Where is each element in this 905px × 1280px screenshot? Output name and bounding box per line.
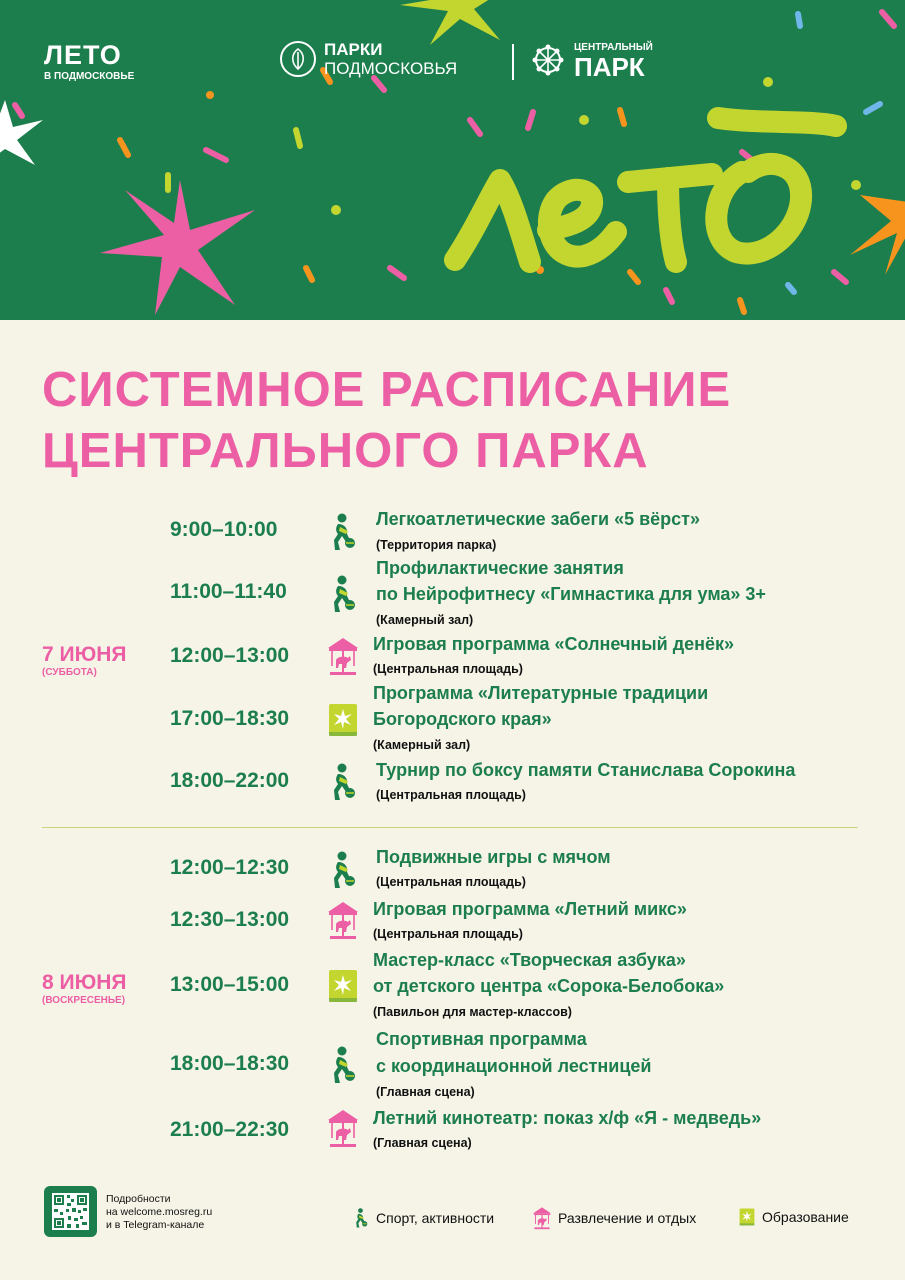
legend-item-education (738, 1206, 849, 1228)
day-label (42, 971, 127, 1007)
event-location: (Центральная площадь) (373, 927, 523, 941)
event-location: (Камерный зал) (373, 738, 471, 752)
legend-label: Развлечение и отдых (558, 1210, 697, 1226)
event-title-line2: Богородского края» (373, 709, 552, 729)
event-title: Игровая программа «Солнечный денёк» (373, 634, 735, 654)
details-line: и в Telegram-канале (106, 1219, 205, 1231)
event-time: 9:00–10:00 (170, 518, 278, 541)
day-weekday: (ВОСКРЕСЕНЬЕ) (42, 995, 126, 1006)
legend-item-entertainment (532, 1206, 696, 1230)
sport-icon (326, 762, 360, 802)
details-text (106, 1193, 212, 1232)
event-location: (Центральная площадь) (376, 875, 526, 889)
header-banner (0, 0, 905, 320)
lime-star-top (400, 0, 520, 45)
carousel-icon (326, 636, 360, 676)
event-location: (Центральная площадь) (373, 662, 523, 676)
event-title: Игровая программа «Летний микс» (373, 899, 687, 919)
carousel-icon (326, 1108, 360, 1148)
day-date: 7 ИЮНЯ (42, 643, 127, 666)
title-line-1: СИСТЕМНОЕ РАСПИСАНИЕ (42, 363, 732, 417)
leto-lettering (455, 118, 836, 262)
logo-divider (512, 44, 514, 80)
leto-logo (44, 42, 134, 82)
event-location: (Павильон для мастер-классов) (373, 1005, 572, 1019)
parks-logo-line1: ПАРКИ (324, 40, 383, 59)
details-line[interactable]: на welcome.mosreg.ru (106, 1206, 213, 1218)
sport-icon (326, 850, 360, 890)
event-time: 18:00–18:30 (170, 1052, 290, 1075)
book-icon (326, 966, 360, 1006)
event-title: Мастер-класс «Творческая азбука» (373, 950, 686, 970)
event-location: (Территория парка) (376, 538, 497, 552)
event-title: Профилактические занятия (376, 558, 624, 578)
ferris-wheel-icon (530, 43, 566, 79)
event-time: 12:00–13:00 (170, 644, 290, 667)
central-logo-line2: ПАРК (574, 52, 645, 82)
sport-icon (352, 1206, 370, 1230)
event-time: 11:00–11:40 (170, 580, 287, 603)
leto-logo-subtitle: В ПОДМОСКОВЬЕ (44, 71, 135, 82)
carousel-icon (532, 1206, 552, 1230)
day-divider (42, 827, 858, 828)
parks-logo (280, 40, 457, 78)
event-time: 18:00–22:00 (170, 769, 290, 792)
event-title: Летний кинотеатр: показ х/ф «Я - медведь» (373, 1108, 762, 1128)
event-location: (Центральная площадь) (376, 788, 526, 802)
leto-logo-text: ЛЕТО (44, 40, 122, 70)
sport-icon (326, 1045, 360, 1085)
event-location: (Главная сцена) (373, 1136, 472, 1150)
day-weekday: (СУББОТА) (42, 667, 97, 678)
leaf-icon (280, 41, 316, 77)
central-logo-line1: ЦЕНТРАЛЬНЫЙ (574, 42, 653, 53)
sport-icon (326, 512, 360, 552)
page-title (42, 360, 731, 482)
event-title: Подвижные игры с мячом (376, 847, 611, 867)
qr-code[interactable] (44, 1186, 97, 1237)
title-line-2: ЦЕНТРАЛЬНОГО ПАРКА (42, 424, 649, 478)
orange-star (850, 160, 905, 275)
pink-star (100, 180, 255, 315)
event-location: (Главная сцена) (376, 1085, 475, 1099)
event-time: 21:00–22:30 (170, 1118, 290, 1141)
day-label (42, 643, 127, 679)
legend-item-sport (352, 1206, 494, 1230)
event-title: Программа «Литературные традиции (373, 683, 709, 703)
sport-icon (326, 574, 360, 614)
event-title-line2: с координационной лестницей (376, 1056, 652, 1076)
legend-label: Образование (762, 1209, 849, 1225)
legend-label: Спорт, активности (376, 1210, 495, 1226)
carousel-icon (326, 900, 360, 940)
event-location: (Камерный зал) (376, 613, 474, 627)
event-title: Легкоатлетические забеги «5 вёрст» (376, 509, 701, 529)
event-time: 12:30–13:00 (170, 908, 290, 931)
event-title: Спортивная программа (376, 1029, 587, 1049)
event-time: 13:00–15:00 (170, 973, 290, 996)
details-line: Подробности (106, 1193, 171, 1205)
event-time: 17:00–18:30 (170, 707, 290, 730)
central-park-logo (530, 42, 653, 80)
event-title-line2: по Нейрофитнесу «Гимнастика для ума» 3+ (376, 584, 766, 604)
book-icon (738, 1206, 756, 1228)
event-time: 12:00–12:30 (170, 856, 290, 879)
event-title-line2: от детского центра «Сорока-Белобока» (373, 976, 725, 996)
parks-logo-line2: ПОДМОСКОВЬЯ (324, 59, 458, 78)
book-icon (326, 700, 360, 740)
day-date: 8 ИЮНЯ (42, 971, 127, 994)
event-title: Турнир по боксу памяти Станислава Сорокина (376, 760, 796, 780)
